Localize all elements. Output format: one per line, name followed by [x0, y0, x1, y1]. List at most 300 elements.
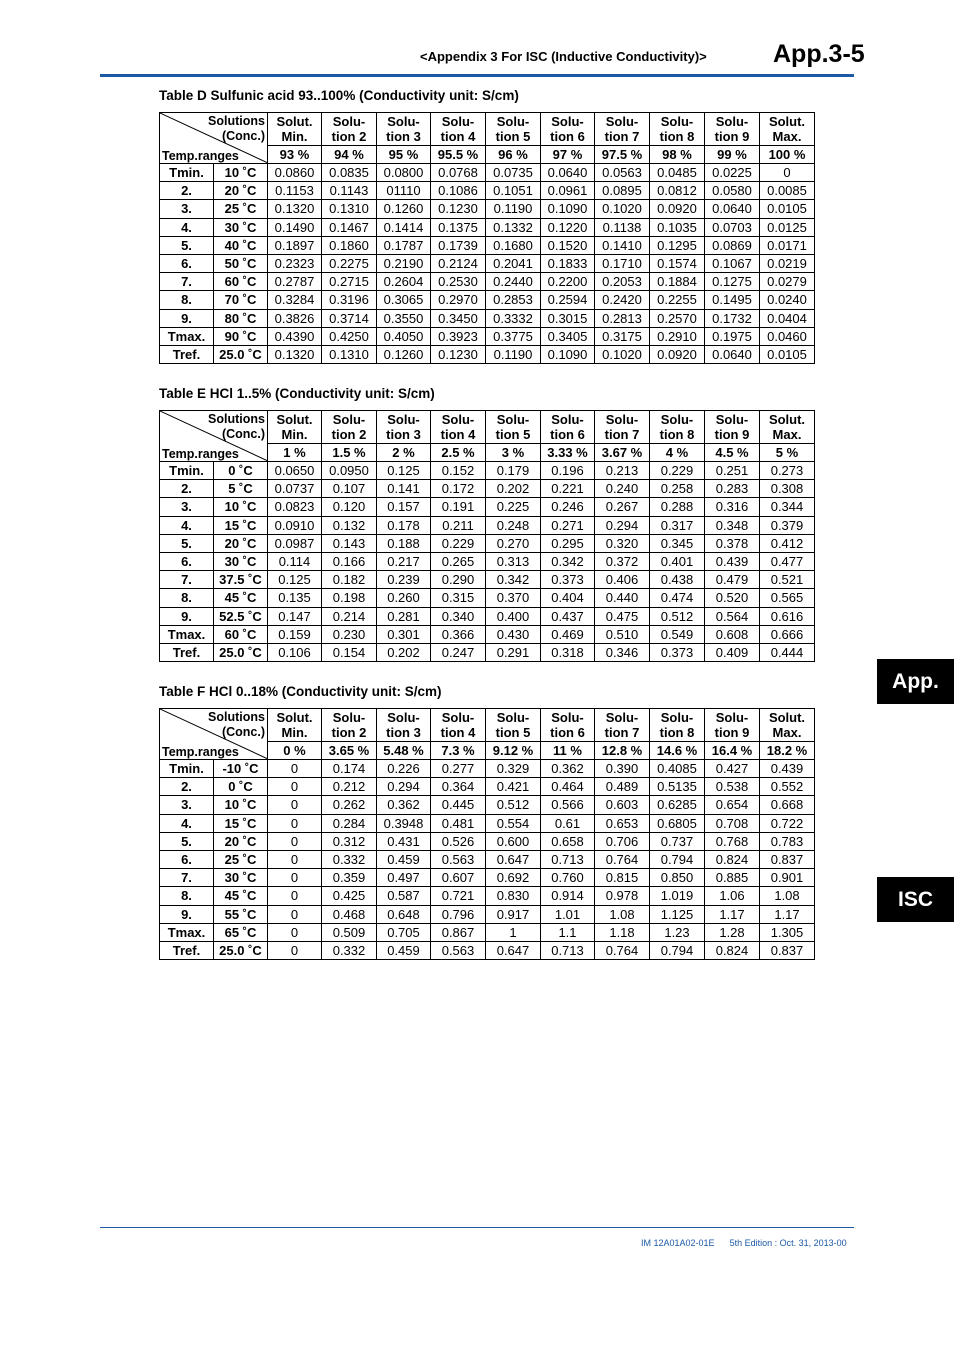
column-header: Solu- tion 8: [650, 113, 705, 146]
conductivity-cell: 0.459: [377, 850, 431, 868]
conductivity-cell: 0.3948: [377, 814, 431, 832]
conductivity-cell: 0.1787: [377, 236, 431, 254]
conductivity-cell: 0.692: [486, 869, 541, 887]
row-temperature: 60 ˚C: [214, 625, 268, 643]
conductivity-cell: 0.258: [650, 480, 705, 498]
conductivity-cell: 0.3923: [431, 327, 486, 345]
conductivity-cell: 0.2715: [322, 273, 377, 291]
row-label: 8.: [160, 887, 214, 905]
conductivity-cell: 0.4390: [268, 327, 322, 345]
conductivity-cell: 0.824: [705, 850, 760, 868]
conductivity-cell: 0.1490: [268, 218, 322, 236]
conductivity-cell: 0.4050: [377, 327, 431, 345]
corner-cell: [160, 709, 268, 760]
conductivity-cell: 0.400: [486, 607, 541, 625]
conductivity-cell: 0.438: [650, 571, 705, 589]
table-row: [160, 778, 815, 796]
conductivity-cell: 0.706: [595, 832, 650, 850]
row-label: 2.: [160, 778, 214, 796]
conductivity-cell: 0.226: [377, 760, 431, 778]
conductivity-cell: 0.3450: [431, 309, 486, 327]
conductivity-cell: 0.159: [268, 625, 322, 643]
conductivity-cell: 1.019: [650, 887, 705, 905]
table-row: [160, 552, 815, 570]
conductivity-cell: 0.0860: [268, 164, 322, 182]
row-label: Tmax.: [160, 923, 214, 941]
conductivity-cell: 0.668: [760, 796, 815, 814]
conductivity-cell: 0.188: [377, 534, 431, 552]
conductivity-cell: 0.172: [431, 480, 486, 498]
conductivity-cell: 0.1410: [595, 236, 650, 254]
concentration-cell: 100 %: [760, 146, 815, 164]
conductivity-cell: 0.221: [541, 480, 595, 498]
column-header: Solu- tion 7: [595, 113, 650, 146]
conductivity-cell: 0.0279: [760, 273, 815, 291]
side-tab-app[interactable]: App.: [877, 659, 954, 704]
conductivity-cell: 0.708: [705, 814, 760, 832]
conductivity-cell: 0.647: [486, 850, 541, 868]
conductivity-cell: 0.2570: [650, 309, 705, 327]
conductivity-cell: 0.563: [431, 941, 486, 959]
conductivity-cell: 0.794: [650, 850, 705, 868]
concentration-cell: 9.12 %: [486, 742, 541, 760]
conductivity-cell: 0.143: [322, 534, 377, 552]
conductivity-cell: 0.362: [377, 796, 431, 814]
conductivity-cell: 0.265: [431, 552, 486, 570]
conductivity-cell: 0.132: [322, 516, 377, 534]
row-label: Tref.: [160, 345, 214, 363]
column-header: Solu- tion 6: [541, 113, 595, 146]
conductivity-cell: 0.125: [377, 462, 431, 480]
conductivity-cell: 0.440: [595, 589, 650, 607]
conductivity-cell: 0.3065: [377, 291, 431, 309]
page-number: App.3-5: [773, 40, 865, 68]
row-temperature: 20 ˚C: [214, 534, 268, 552]
conductivity-cell: 0.332: [322, 850, 377, 868]
conductivity-cell: 1: [486, 923, 541, 941]
conductivity-cell: 0.0105: [760, 200, 815, 218]
conductivity-cell: 0.1884: [650, 273, 705, 291]
column-header: Solu- tion 9: [705, 709, 760, 742]
conductivity-cell: 0.373: [541, 571, 595, 589]
row-label: Tref.: [160, 941, 214, 959]
conductivity-cell: 1.08: [595, 905, 650, 923]
concentration-cell: 11 %: [541, 742, 595, 760]
conductivity-cell: 0.608: [705, 625, 760, 643]
conductivity-cell: 0.329: [486, 760, 541, 778]
conductivity-cell: 0.1051: [486, 182, 541, 200]
conductivity-cell: 0.2813: [595, 309, 650, 327]
row-temperature: 10 ˚C: [214, 796, 268, 814]
conductivity-cell: 01110: [377, 182, 431, 200]
conductivity-cell: 0.427: [705, 760, 760, 778]
conductivity-cell: 0.1143: [322, 182, 377, 200]
conductivity-cell: 0: [268, 905, 322, 923]
conductivity-cell: 0.0404: [760, 309, 815, 327]
footer-doc-id: IM 12A01A02-01E: [641, 1238, 715, 1248]
conductivity-cell: 0.0640: [705, 345, 760, 363]
conductivity-cell: 0.2787: [268, 273, 322, 291]
conductivity-cell: 0.225: [486, 498, 541, 516]
conductivity-cell: 0.837: [760, 941, 815, 959]
conductivity-cell: 0.425: [322, 887, 377, 905]
conductivity-cell: 0.281: [377, 607, 431, 625]
table-row: [160, 534, 815, 552]
corner-conc: (Conc.): [221, 725, 265, 739]
row-temperature: 0 ˚C: [214, 462, 268, 480]
conductivity-cell: 0.468: [322, 905, 377, 923]
conductivity-cell: 0.2053: [595, 273, 650, 291]
conductivity-cell: 0.318: [541, 643, 595, 661]
conductivity-cell: 0.260: [377, 589, 431, 607]
row-label: Tmin.: [160, 462, 214, 480]
row-temperature: 20 ˚C: [214, 832, 268, 850]
column-header: Solu- tion 3: [377, 709, 431, 742]
conductivity-cell: 0.179: [486, 462, 541, 480]
conductivity-cell: 0.1680: [486, 236, 541, 254]
conductivity-cell: 0.2041: [486, 254, 541, 272]
conductivity-cell: 0.521: [760, 571, 815, 589]
conductivity-cell: 0.2530: [431, 273, 486, 291]
conductivity-cell: 0: [268, 850, 322, 868]
conductivity-cell: 0.1086: [431, 182, 486, 200]
conductivity-cell: 0.0812: [650, 182, 705, 200]
row-label: 8.: [160, 589, 214, 607]
conductivity-cell: 0.409: [705, 643, 760, 661]
table-row: [160, 796, 815, 814]
conductivity-cell: 0.815: [595, 869, 650, 887]
column-header: Solu- tion 3: [377, 411, 431, 444]
conductivity-cell: 0.2970: [431, 291, 486, 309]
conductivity-cell: 0.510: [595, 625, 650, 643]
conductivity-cell: 0.406: [595, 571, 650, 589]
row-temperature: 25 ˚C: [214, 200, 268, 218]
row-temperature: 25.0 ˚C: [214, 345, 268, 363]
conductivity-cell: 0.2910: [650, 327, 705, 345]
conductivity-cell: 0.1332: [486, 218, 541, 236]
conductivity-cell: 0.0240: [760, 291, 815, 309]
table-row: [160, 887, 815, 905]
conductivity-cell: 1.18: [595, 923, 650, 941]
conductivity-cell: 0.106: [268, 643, 322, 661]
conductivity-cell: 0.412: [760, 534, 815, 552]
conductivity-cell: 0.4250: [322, 327, 377, 345]
footer-rule: [100, 1227, 854, 1228]
conductivity-cell: 0.1520: [541, 236, 595, 254]
conductivity-cell: 0.713: [541, 850, 595, 868]
header-row: [160, 709, 815, 742]
conductivity-cell: 0.390: [595, 760, 650, 778]
conductivity-cell: 0.616: [760, 607, 815, 625]
table-row: [160, 589, 815, 607]
conductivity-cell: 0.837: [760, 850, 815, 868]
table-row: [160, 814, 815, 832]
concentration-cell: 99 %: [705, 146, 760, 164]
conductivity-cell: 0.4085: [650, 760, 705, 778]
column-header: Solu- tion 4: [431, 113, 486, 146]
conductivity-cell: 0.1897: [268, 236, 322, 254]
row-label: 7.: [160, 869, 214, 887]
concentration-cell: 3.67 %: [595, 444, 650, 462]
conductivity-cell: 0.2200: [541, 273, 595, 291]
conductivity-cell: 0.0910: [268, 516, 322, 534]
conductivity-cell: 0.152: [431, 462, 486, 480]
conductivity-cell: 0.1375: [431, 218, 486, 236]
conductivity-cell: 0.0640: [541, 164, 595, 182]
conductivity-cell: 0.291: [486, 643, 541, 661]
conductivity-cell: 0.317: [650, 516, 705, 534]
conductivity-cell: 0.520: [705, 589, 760, 607]
conductivity-cell: 0: [268, 760, 322, 778]
conductivity-cell: 0.497: [377, 869, 431, 887]
table-row: [160, 182, 815, 200]
conductivity-cell: 0.246: [541, 498, 595, 516]
row-label: 8.: [160, 291, 214, 309]
conductivity-cell: 0.653: [595, 814, 650, 832]
conductivity-cell: 0.212: [322, 778, 377, 796]
conductivity-cell: 0.3284: [268, 291, 322, 309]
conductivity-cell: 0.459: [377, 941, 431, 959]
conductivity-cell: 0: [268, 869, 322, 887]
conductivity-cell: 0.600: [486, 832, 541, 850]
conductivity-cell: 0.3775: [486, 327, 541, 345]
row-label: 2.: [160, 182, 214, 200]
conductivity-cell: 0.0823: [268, 498, 322, 516]
conductivity-cell: 0.273: [760, 462, 815, 480]
row-temperature: 70 ˚C: [214, 291, 268, 309]
table-row: [160, 923, 815, 941]
conductivity-cell: 1.1: [541, 923, 595, 941]
conductivity-cell: 0.722: [760, 814, 815, 832]
conductivity-cell: 0.439: [705, 552, 760, 570]
conductivity-cell: 0.1739: [431, 236, 486, 254]
conductivity-cell: 0.283: [705, 480, 760, 498]
conductivity-cell: 0.373: [650, 643, 705, 661]
conductivity-cell: 0.794: [650, 941, 705, 959]
conductivity-cell: 0.332: [322, 941, 377, 959]
conductivity-cell: 0.196: [541, 462, 595, 480]
conductivity-cell: 0.362: [541, 760, 595, 778]
conductivity-cell: 0.308: [760, 480, 815, 498]
conductivity-cell: 0.705: [377, 923, 431, 941]
conductivity-cell: 0.901: [760, 869, 815, 887]
concentration-cell: 94 %: [322, 146, 377, 164]
concentration-cell: 97.5 %: [595, 146, 650, 164]
conductivity-cell: 0.978: [595, 887, 650, 905]
conductivity-cell: 0.61: [541, 814, 595, 832]
conductivity-cell: 0.437: [541, 607, 595, 625]
concentration-cell: 1 %: [268, 444, 322, 462]
row-temperature: 15 ˚C: [214, 516, 268, 534]
row-temperature: 40 ˚C: [214, 236, 268, 254]
conductivity-cell: 0.475: [595, 607, 650, 625]
conductivity-cell: 1.28: [705, 923, 760, 941]
conductivity-cell: 0.0703: [705, 218, 760, 236]
conductivity-cell: 0.135: [268, 589, 322, 607]
conductivity-cell: 0.248: [486, 516, 541, 534]
column-header: Solu- tion 8: [650, 709, 705, 742]
conductivity-cell: 0.182: [322, 571, 377, 589]
table-title: Table F HCl 0..18% (Conductivity unit: S/cm): [159, 684, 442, 699]
conductivity-cell: 0.217: [377, 552, 431, 570]
conductivity-cell: 0.372: [595, 552, 650, 570]
conductivity-cell: 0.2420: [595, 291, 650, 309]
conductivity-cell: 0.147: [268, 607, 322, 625]
corner-solutions: Solutions: [208, 412, 265, 426]
row-temperature: 52.5 ˚C: [214, 607, 268, 625]
conductivity-cell: 0.295: [541, 534, 595, 552]
table-row: [160, 164, 815, 182]
conductivity-cell: 0.378: [705, 534, 760, 552]
row-temperature: 50 ˚C: [214, 254, 268, 272]
corner-conc: (Conc.): [221, 427, 265, 441]
conductivity-cell: 0.267: [595, 498, 650, 516]
conductivity-cell: 0.313: [486, 552, 541, 570]
conductivity-cell: 0.1860: [322, 236, 377, 254]
concentration-cell: 0 %: [268, 742, 322, 760]
conductivity-cell: 0.2190: [377, 254, 431, 272]
row-temperature: 5 ˚C: [214, 480, 268, 498]
conductivity-cell: 0.2440: [486, 273, 541, 291]
conductivity-cell: 0.0640: [705, 200, 760, 218]
concentration-cell: 3 %: [486, 444, 541, 462]
table-title: Table E HCl 1..5% (Conductivity unit: S/cm): [159, 386, 435, 401]
conductivity-cell: 0.3196: [322, 291, 377, 309]
conductivity-cell: 0.120: [322, 498, 377, 516]
conductivity-cell: 0.154: [322, 643, 377, 661]
conductivity-cell: 0.850: [650, 869, 705, 887]
conductivity-cell: 0.166: [322, 552, 377, 570]
conductivity-cell: 0.229: [650, 462, 705, 480]
conductivity-cell: 0.658: [541, 832, 595, 850]
row-temperature: 45 ˚C: [214, 589, 268, 607]
conductivity-cell: 1.08: [760, 887, 815, 905]
conductivity-cell: 0.549: [650, 625, 705, 643]
conductivity-cell: 0.554: [486, 814, 541, 832]
row-temperature: 37.5 ˚C: [214, 571, 268, 589]
row-temperature: 30 ˚C: [214, 552, 268, 570]
conductivity-cell: 0.2853: [486, 291, 541, 309]
conductivity-cell: 0.2594: [541, 291, 595, 309]
row-temperature: 55 ˚C: [214, 905, 268, 923]
conductivity-cell: 0.1975: [705, 327, 760, 345]
row-temperature: 25 ˚C: [214, 850, 268, 868]
conductivity-cell: 0.764: [595, 850, 650, 868]
row-label: 4.: [160, 218, 214, 236]
concentration-cell: 5 %: [760, 444, 815, 462]
header-row: [160, 411, 815, 444]
conductivity-cell: 0.1310: [322, 200, 377, 218]
conductivity-cell: 0.479: [705, 571, 760, 589]
conductivity-cell: 0.564: [705, 607, 760, 625]
conductivity-cell: 0.348: [705, 516, 760, 534]
column-header: Solu- tion 3: [377, 113, 431, 146]
conductivity-cell: 0.1414: [377, 218, 431, 236]
conductivity-cell: 1.17: [705, 905, 760, 923]
row-label: 5.: [160, 534, 214, 552]
footer-edition: 5th Edition : Oct. 31, 2013-00: [729, 1238, 847, 1248]
conductivity-cell: 0.0125: [760, 218, 815, 236]
conductivity-cell: 0.0920: [650, 200, 705, 218]
conductivity-cell: 0.107: [322, 480, 377, 498]
conductivity-cell: 0.211: [431, 516, 486, 534]
conductivity-cell: 0.1035: [650, 218, 705, 236]
conductivity-cell: 0.359: [322, 869, 377, 887]
column-header: Solu- tion 7: [595, 411, 650, 444]
conductivity-cell: 0.565: [760, 589, 815, 607]
conductivity-cell: 0.1020: [595, 200, 650, 218]
conductivity-cell: 0.0895: [595, 182, 650, 200]
conductivity-cell: 0: [268, 887, 322, 905]
column-header: Solu- tion 6: [541, 411, 595, 444]
concentration-cell: 4 %: [650, 444, 705, 462]
conductivity-cell: 0.2124: [431, 254, 486, 272]
conductivity-cell: 0.830: [486, 887, 541, 905]
row-label: 4.: [160, 814, 214, 832]
row-temperature: 15 ˚C: [214, 814, 268, 832]
conductivity-cell: 0.379: [760, 516, 815, 534]
row-temperature: 60 ˚C: [214, 273, 268, 291]
conductivity-cell: 0.1275: [705, 273, 760, 291]
conductivity-cell: 0.316: [705, 498, 760, 516]
corner-temp-ranges: Temp.ranges: [162, 745, 239, 759]
row-temperature: 0 ˚C: [214, 778, 268, 796]
row-label: Tmin.: [160, 760, 214, 778]
conductivity-cell: 0.607: [431, 869, 486, 887]
conductivity-cell: 0.867: [431, 923, 486, 941]
column-header: Solu- tion 4: [431, 709, 486, 742]
concentration-cell: 16.4 %: [705, 742, 760, 760]
conductivity-cell: 0.721: [431, 887, 486, 905]
conductivity-cell: 0.0800: [377, 164, 431, 182]
conductivity-cell: 0.5135: [650, 778, 705, 796]
corner-solutions: Solutions: [208, 114, 265, 128]
conductivity-cell: 0.340: [431, 607, 486, 625]
side-tab-isc[interactable]: ISC: [877, 877, 954, 922]
conductivity-cell: 0.2275: [322, 254, 377, 272]
conductivity-cell: 0.1138: [595, 218, 650, 236]
conductivity-cell: 0.552: [760, 778, 815, 796]
conductivity-cell: 1.23: [650, 923, 705, 941]
row-temperature: 10 ˚C: [214, 498, 268, 516]
conductivity-cell: 0.301: [377, 625, 431, 643]
conductivity-cell: 0.366: [431, 625, 486, 643]
row-label: 3.: [160, 796, 214, 814]
table-row: [160, 850, 815, 868]
row-label: 4.: [160, 516, 214, 534]
corner-solutions: Solutions: [208, 710, 265, 724]
concentration-cell: 95 %: [377, 146, 431, 164]
conductivity-cell: 0.270: [486, 534, 541, 552]
conductivity-cell: 0.783: [760, 832, 815, 850]
conductivity-cell: 0.404: [541, 589, 595, 607]
row-temperature: 25.0 ˚C: [214, 941, 268, 959]
conductivity-cell: 0.1260: [377, 200, 431, 218]
conductivity-cell: 0.431: [377, 832, 431, 850]
conductivity-cell: 0.1220: [541, 218, 595, 236]
conductivity-cell: 0.2255: [650, 291, 705, 309]
header-rule: [100, 74, 854, 77]
concentration-cell: 98 %: [650, 146, 705, 164]
conductivity-cell: 0.1230: [431, 200, 486, 218]
conductivity-cell: 0.178: [377, 516, 431, 534]
conductivity-cell: 0.1020: [595, 345, 650, 363]
column-header: Solu- tion 9: [705, 113, 760, 146]
conductivity-cell: 0.509: [322, 923, 377, 941]
conductivity-cell: 0.2323: [268, 254, 322, 272]
conductivity-cell: 0.0869: [705, 236, 760, 254]
conductivity-cell: 0.229: [431, 534, 486, 552]
